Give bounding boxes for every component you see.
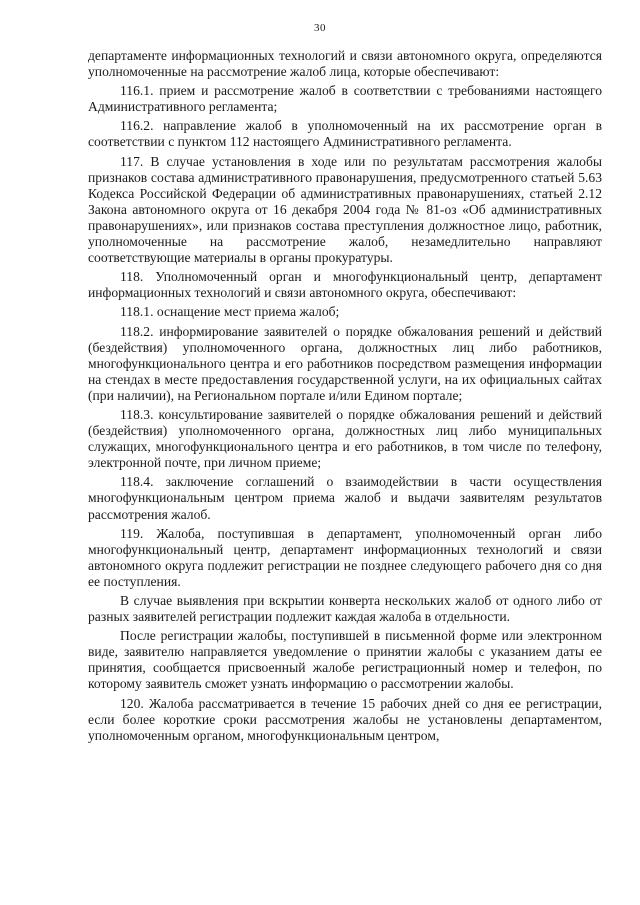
paragraph-120: 120. Жалоба рассматривается в течение 15 рабочих дней со дня ее регистрации, если более короткие сроки рассмотрения жалобы не установлены департаментом, уполномоченным органом, многофункциональным центром, xyxy=(88,695,602,743)
paragraph-118-1: 118.1. оснащение мест приема жалоб; xyxy=(120,304,340,320)
paragraph-119-envelope: В случае выявления при вскрытии конверта нескольких жалоб от одного либо от разных заявителей регистрации подлежит каждая жалоба в отдельности. xyxy=(88,593,602,625)
paragraph-continuation: департаменте информационных технологий и связи автономного округа, определяются уполномоченные на рассмотрение жалоб лица, которые обеспечивают: xyxy=(88,48,602,80)
paragraph-116-1: 116.1. прием и рассмотрение жалоб в соответствии с требованиями настоящего Административного регламента; xyxy=(88,83,602,115)
paragraph-118-2: 118.2. информирование заявителей о порядке обжалования решений и действий (бездействия) уполномоченного органа, должностных лиц либо работников, многофункционального центра и его работников посредством размещения информации на стендах в месте предоставления государственной услуги, на их официальных сайтах (при наличии), на Региональном портале и/или Едином портале; xyxy=(88,323,602,403)
document-body xyxy=(88,48,602,744)
paragraph-119-registration: После регистрации жалобы, поступившей в письменной форме или электронном виде, заявителю направляется уведомление о принятии жалобы с указанием даты ее принятия, сообщается присвоенный жалобе регистрационный номер и телефон, по которому заявитель сможет узнать информацию о рассмотрении жалобы. xyxy=(88,628,602,692)
page-number: 30 xyxy=(314,22,326,34)
paragraph-118-4: 118.4. заключение соглашений о взаимодействии в части осуществления многофункциональным центром приема жалоб и выдачи заявителям результатов рассмотрения жалоб. xyxy=(88,474,602,522)
paragraph-117: 117. В случае установления в ходе или по результатам рассмотрения жалобы признаков состава административного правонарушения, предусмотренного статьей 5.63 Кодекса Российской Федерации об административных правонарушениях, статьей 2.12 Закона автономного округа от 16 декабря 2004 года № 81-оз «Об административных правонарушениях», или признаков состава преступления должностное лицо, работник, уполномоченные на рассмотрение жалоб, незамедлительно направляют соответствующие материалы в органы прокуратуры. xyxy=(88,153,602,266)
paragraph-118: 118. Уполномоченный орган и многофункциональный центр, департамент информационных технологий и связи автономного округа, обеспечивают: xyxy=(88,269,602,301)
paragraph-118-3: 118.3. консультирование заявителей о порядке обжалования решений и действий (бездействия) уполномоченного органа, должностных лиц либо муниципальных служащих, многофункционального центра и его работников, в том числе по телефону, электронной почте, при личном приеме; xyxy=(88,406,602,471)
paragraph-119: 119. Жалоба, поступившая в департамент, уполномоченный орган либо многофункциональный центр, департамент информационных технологий и связи автономного округа подлежит регистрации не позднее следующего рабочего дня со дня ее поступления. xyxy=(88,525,602,589)
paragraph-116-2: 116.2. направление жалоб в уполномоченный на их рассмотрение орган в соответствии с пунктом 112 настоящего Административного регламента. xyxy=(88,118,602,150)
